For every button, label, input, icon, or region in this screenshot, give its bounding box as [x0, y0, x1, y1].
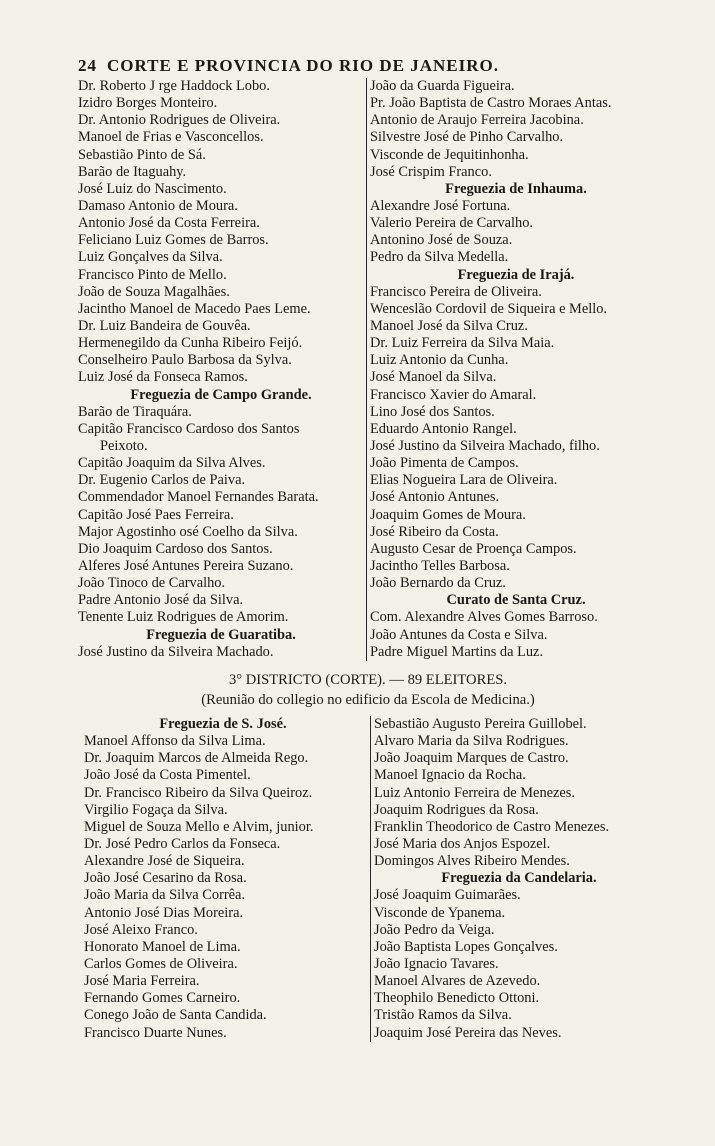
name-entry: Francisco Duarte Nunes. [84, 1024, 227, 1041]
name-entry: João José Cesarino da Rosa. [84, 870, 247, 887]
section-heading: Curato de Santa Cruz. [446, 592, 586, 609]
name-entry: Damaso Antonio de Moura. [78, 197, 238, 214]
name-entry: Valerio Pereira de Carvalho. [370, 215, 534, 232]
name-entry: Honorato Manoel de Lima. [84, 938, 241, 955]
name-entry: Elias Nogueira Lara de Oliveira. [370, 472, 558, 489]
name-entry: Theophilo Benedicto Ottoni. [374, 990, 540, 1007]
name-entry: Pedro da Silva Medella. [370, 249, 509, 266]
name-entry: João Tinoco de Carvalho. [78, 575, 226, 592]
name-entry: Major Agostinho osé Coelho da Silva. [78, 523, 298, 540]
name-entry: Luiz José da Fonseca Ramos. [78, 369, 248, 386]
name-entry: José Aleixo Franco. [84, 921, 198, 938]
name-entry: Conselheiro Paulo Barbosa da Sylva. [78, 352, 292, 369]
name-entry: Lino José dos Santos. [370, 403, 495, 420]
name-entry: Jacintho Manoel de Macedo Paes Leme. [78, 300, 311, 317]
name-entry: Manoel de Frias e Vasconcellos. [78, 129, 264, 146]
name-entry: Joaquim Gomes de Moura. [370, 506, 526, 523]
page-header [78, 56, 608, 76]
name-entry: Dr. José Pedro Carlos da Fonseca. [84, 835, 281, 852]
name-entry: Manoel Ignacio da Rocha. [374, 767, 526, 784]
name-entry: Augusto Cesar de Proença Campos. [370, 540, 577, 557]
name-entry: Capitão Joaquim da Silva Alves. [78, 455, 266, 472]
name-entry: Manoel Affonso da Silva Lima. [84, 733, 266, 750]
name-entry: João José da Costa Pimentel. [84, 767, 251, 784]
name-entry: João Pimenta de Campos. [370, 455, 519, 472]
name-entry: Carlos Gomes de Oliveira. [84, 955, 238, 972]
name-entry: José Manoel da Silva. [370, 369, 497, 386]
name-entry: José Justino da Silveira Machado, filho. [370, 437, 600, 454]
name-entry: José Luiz do Nascimento. [78, 180, 227, 197]
name-entry: João de Souza Magalhães. [78, 283, 230, 300]
name-entry: Capitão José Paes Ferreira. [78, 506, 234, 523]
name-entry: Antonio José Dias Moreira. [84, 904, 244, 921]
section-heading: Freguezia de S. José. [159, 716, 287, 732]
name-entry: Dr. Joaquim Marcos de Almeida Rego. [84, 750, 309, 767]
section-heading: Freguezia de Campo Grande. [130, 386, 312, 403]
name-entry: Padre Miguel Martins da Luz. [370, 643, 544, 660]
name-entry: Dr. Luiz Bandeira de Gouvêa. [78, 317, 251, 334]
name-entry: Franklin Theodorico de Castro Menezes. [374, 818, 610, 835]
name-entry: Wenceslão Cordovil de Siqueira e Mello. [370, 300, 608, 317]
name-entry: José Justino da Silveira Machado. [78, 643, 274, 660]
name-entry: João Joaquim Marques de Castro. [374, 750, 569, 767]
name-entry: José Antonio Antunes. [370, 489, 500, 506]
name-entry: Manoel Alvares de Azevedo. [374, 973, 541, 990]
name-entry: João da Guarda Figueira. [370, 78, 515, 94]
name-entry: Feliciano Luiz Gomes de Barros. [78, 232, 269, 249]
name-entry: Dio Joaquim Cardoso dos Santos. [78, 540, 273, 557]
name-entry: Sebastião Augusto Pereira Guillobel. [374, 716, 587, 732]
name-entry: Antonio José da Costa Ferreira. [78, 215, 260, 232]
district-title: 3° DISTRICTO (CORTE). — 89 ELEITORES. [228, 672, 508, 688]
name-entry: Com. Alexandre Alves Gomes Barroso. [370, 609, 598, 626]
running-title: CORTE E PROVINCIA DO RIO DE JANEIRO. [107, 56, 499, 75]
name-entry: Alferes José Antunes Pereira Suzano. [78, 557, 294, 574]
name-entry: Alexandre José de Siqueira. [84, 853, 245, 870]
name-entry: Silvestre José de Pinho Carvalho. [370, 129, 564, 146]
name-entry: Luiz Antonio Ferreira de Menezes. [374, 784, 575, 801]
name-entry: Virgilio Fogaça da Silva. [84, 801, 228, 818]
name-entry: João Baptista Lopes Gonçalves. [374, 938, 558, 955]
name-entry: Alvaro Maria da Silva Rodrigues. [374, 733, 569, 750]
name-entry: José Joaquim Guimarães. [374, 887, 521, 904]
section-heading: Freguezia de Guaratiba. [146, 626, 296, 643]
lower-right-column [370, 716, 664, 1042]
name-entry: João Antunes da Costa e Silva. [370, 626, 548, 643]
name-entry: Visconde de Ypanema. [374, 904, 506, 921]
name-entry: Eduardo Antonio Rangel. [370, 420, 517, 437]
name-entry: João Ignacio Tavares. [374, 955, 499, 972]
name-entry: Antonio de Araujo Ferreira Jacobina. [370, 112, 584, 129]
name-entry: Francisco Pinto de Mello. [78, 266, 227, 283]
name-entry: João Maria da Silva Corrêa. [84, 887, 246, 904]
upper-right-column [366, 78, 662, 661]
name-entry: Padre Antonio José da Silva. [78, 592, 244, 609]
section-heading: Freguezia de Irajá. [457, 266, 575, 283]
section-heading: Freguezia da Candelaria. [441, 870, 597, 887]
name-entry: Fernando Gomes Carneiro. [84, 990, 241, 1007]
name-entry: Barão de Itaguahy. [78, 163, 187, 180]
name-entry: Tristão Ramos da Silva. [374, 1007, 512, 1024]
name-entry: Conego João de Santa Candida. [84, 1007, 267, 1024]
name-entry: Peixoto. [100, 437, 148, 454]
upper-left-column [78, 78, 364, 661]
name-entry: Barão de Tiraquára. [78, 403, 192, 420]
name-entry: Pr. João Baptista de Castro Moraes Antas. [370, 95, 612, 112]
name-entry: Commendador Manoel Fernandes Barata. [78, 489, 319, 506]
name-entry: José Maria Ferreira. [84, 973, 200, 990]
name-entry: Hermenegildo da Cunha Ribeiro Feijó. [78, 335, 303, 352]
name-entry: João Pedro da Veiga. [374, 921, 495, 938]
name-entry: José Crispim Franco. [370, 163, 492, 180]
name-entry: Francisco Pereira de Oliveira. [370, 283, 542, 300]
name-entry: Miguel de Souza Mello e Alvim, junior. [84, 818, 314, 835]
name-entry: Dr. Antonio Rodrigues de Oliveira. [78, 112, 281, 129]
name-entry: Tenente Luiz Rodrigues de Amorim. [78, 609, 289, 626]
lower-left-column [84, 716, 362, 1042]
name-entry: José Maria dos Anjos Espozel. [374, 835, 551, 852]
name-entry: Dr. Eugenio Carlos de Paiva. [78, 472, 246, 489]
name-entry: Domingos Alves Ribeiro Mendes. [374, 853, 570, 870]
name-entry: Visconde de Jequitinhonha. [370, 146, 529, 163]
name-entry: Capitão Francisco Cardoso dos Santos [78, 420, 300, 437]
name-entry: Jacintho Telles Barbosa. [370, 557, 510, 574]
name-entry: Joaquim José Pereira das Neves. [374, 1024, 562, 1041]
page-number: 24 [78, 56, 97, 75]
name-entry: João Bernardo da Cruz. [370, 575, 506, 592]
name-entry: Dr. Francisco Ribeiro da Silva Queiroz. [84, 784, 313, 801]
name-entry: Dr. Luiz Ferreira da Silva Maia. [370, 335, 555, 352]
name-entry: Antonino José de Souza. [370, 232, 513, 249]
name-entry: José Ribeiro da Costa. [370, 523, 499, 540]
name-entry: Francisco Xavier do Amaral. [370, 386, 537, 403]
name-entry: Joaquim Rodrigues da Rosa. [374, 801, 539, 818]
section-heading: Freguezia de Inhauma. [445, 180, 587, 197]
name-entry: Izidro Borges Monteiro. [78, 95, 218, 112]
name-entry: Sebastião Pinto de Sá. [78, 146, 206, 163]
name-entry: Manoel José da Silva Cruz. [370, 317, 528, 334]
name-entry: Luiz Antonio da Cunha. [370, 352, 509, 369]
district-subtitle: (Reunião do collegio no edificio da Escola de Medicina.) [201, 692, 535, 708]
name-entry: Dr. Roberto J rge Haddock Lobo. [78, 78, 270, 94]
name-entry: Luiz Gonçalves da Silva. [78, 249, 223, 266]
name-entry: Alexandre José Fortuna. [370, 197, 511, 214]
